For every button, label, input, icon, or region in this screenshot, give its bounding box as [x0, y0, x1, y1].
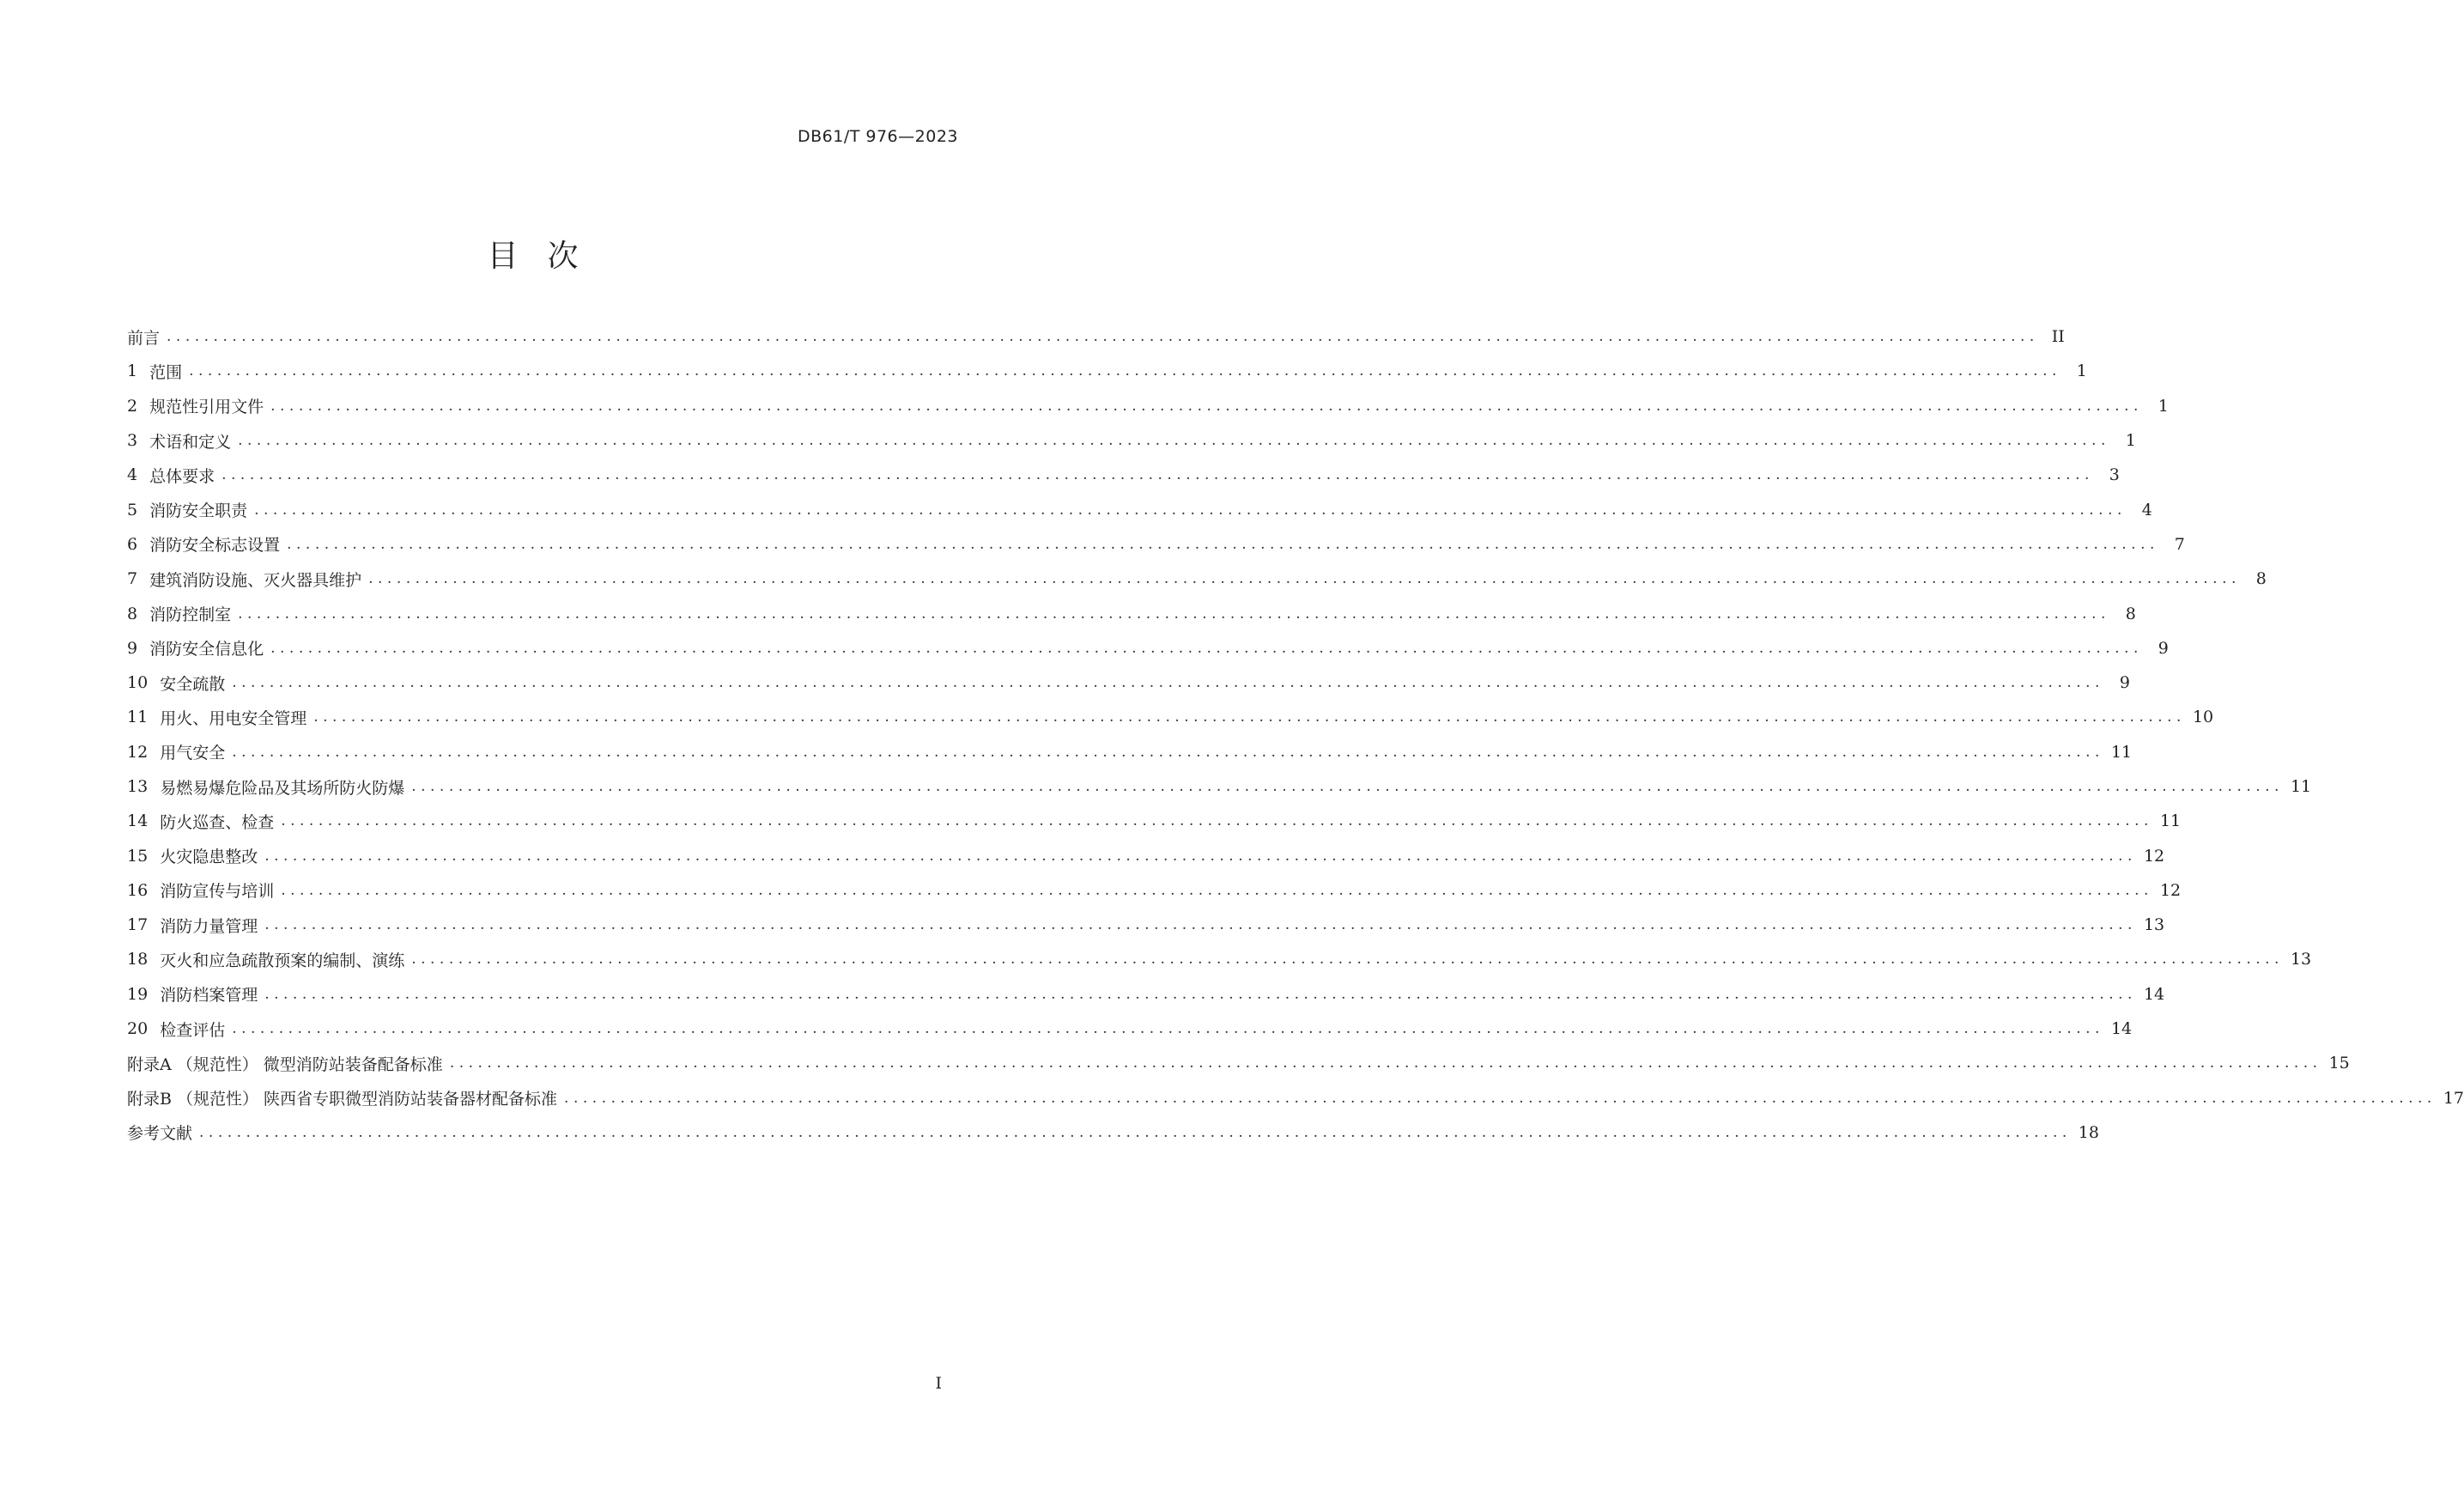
- toc-entry-number: 9: [127, 638, 138, 658]
- toc-entry-page: 14: [2110, 1019, 2133, 1039]
- toc-entry-label: 灭火和应急疏散预案的编制、演练: [160, 951, 405, 970]
- toc-entry-label: 安全疏散: [160, 674, 226, 694]
- toc-dot-leader: ........................................................................................................................................................................................................: [238, 605, 2110, 623]
- toc-entry[interactable]: [127, 838, 2165, 872]
- toc-entry[interactable]: [127, 562, 2267, 596]
- toc-entry[interactable]: [127, 700, 2214, 734]
- toc-entry[interactable]: [127, 735, 2133, 769]
- toc-entry-number: 20: [127, 1019, 149, 1039]
- document-code: DB61/T 976—2023: [797, 127, 958, 146]
- toc-entry-page: 13: [2290, 950, 2312, 969]
- toc-entry-label: 附录A （规范性） 微型消防站装备配备标准: [127, 1054, 443, 1074]
- toc-entry-label: 易燃易爆危险品及其场所防火防爆: [160, 778, 405, 798]
- toc-entry-page: 11: [2290, 777, 2312, 796]
- toc-entry-number: 5: [127, 500, 138, 520]
- toc-entry-page: 15: [2328, 1054, 2350, 1073]
- toc-dot-leader: ........................................................................................................................................................................................................: [222, 466, 2094, 484]
- toc-entry[interactable]: [127, 665, 2130, 700]
- toc-dot-leader: ........................................................................................................................................................................................................: [411, 778, 2284, 795]
- toc-entry-number: 4: [127, 465, 138, 485]
- page-title: 目次: [487, 239, 608, 274]
- toc-entry[interactable]: [127, 596, 2136, 630]
- toc-dot-leader: ........................................................................................................................................................................................................: [270, 397, 2143, 415]
- toc-entry[interactable]: [127, 804, 2182, 838]
- toc-entry-page: 11: [2110, 742, 2133, 762]
- toc-entry[interactable]: [127, 1081, 2464, 1115]
- toc-entry-label: 消防档案管理: [160, 986, 258, 1006]
- toc-entry-label: 消防安全职责: [149, 501, 248, 521]
- toc-dot-leader: ........................................................................................................................................................................................................: [564, 1089, 2437, 1107]
- toc-entry-number: 19: [127, 984, 149, 1004]
- toc-entry[interactable]: [127, 354, 2087, 388]
- toc-entry-page: 7: [2174, 534, 2185, 554]
- toc-entry-page: II: [2051, 327, 2065, 347]
- toc-entry[interactable]: [127, 873, 2182, 908]
- toc-dot-leader: ........................................................................................................................................................................................................: [287, 535, 2159, 553]
- toc-entry-number: 6: [127, 534, 138, 554]
- toc-entry-label: 消防安全信息化: [149, 640, 264, 659]
- toc-entry-label: 用火、用电安全管理: [160, 708, 307, 728]
- toc-dot-leader: ........................................................................................................................................................................................................: [238, 432, 2110, 450]
- toc-entry-page: 9: [2158, 638, 2169, 658]
- toc-entry-label: 用气安全: [160, 744, 226, 763]
- toc-entry-page: 4: [2141, 500, 2152, 520]
- toc-entry-page: 1: [2125, 431, 2136, 451]
- toc-entry[interactable]: [127, 908, 2165, 942]
- toc-entry[interactable]: [127, 1115, 2099, 1150]
- toc-entry-label: 附录B （规范性） 陕西省专职微型消防站装备器材配备标准: [127, 1090, 558, 1109]
- toc-entry[interactable]: [127, 631, 2169, 665]
- toc-dot-leader: ........................................................................................................................................................................................................: [411, 951, 2284, 969]
- toc-entry-label: 检查评估: [160, 1020, 226, 1040]
- toc-entry-page: 13: [2143, 915, 2165, 935]
- toc-entry-page: 8: [2255, 569, 2267, 589]
- toc-dot-leader: ........................................................................................................................................................................................................: [264, 916, 2137, 934]
- toc-entry-label: 火灾隐患整改: [160, 848, 258, 867]
- toc-entry-label: 消防控制室: [149, 605, 232, 625]
- toc-dot-leader: ........................................................................................................................................................................................................: [199, 1123, 2072, 1141]
- toc-entry-number: 15: [127, 846, 149, 866]
- toc-entry[interactable]: [127, 1012, 2133, 1046]
- toc-dot-leader: ........................................................................................................................................................................................................: [167, 328, 2039, 346]
- toc-dot-leader: ........................................................................................................................................................................................................: [264, 985, 2137, 1003]
- toc-dot-leader: ........................................................................................................................................................................................................: [281, 812, 2153, 830]
- toc-entry[interactable]: [127, 527, 2185, 562]
- toc-entry-number: 7: [127, 569, 138, 589]
- toc-dot-leader: ........................................................................................................................................................................................................: [264, 847, 2137, 865]
- toc-dot-leader: ........................................................................................................................................................................................................: [232, 743, 2104, 761]
- toc-dot-leader: ........................................................................................................................................................................................................: [449, 1054, 2322, 1073]
- toc-entry-page: 11: [2159, 811, 2182, 831]
- toc-entry-number: 11: [127, 708, 149, 727]
- toc-entry-page: 12: [2143, 846, 2165, 866]
- toc-entry-number: 16: [127, 880, 149, 900]
- toc-entry-number: 17: [127, 915, 149, 935]
- toc-entry[interactable]: [127, 977, 2165, 1012]
- toc-dot-leader: ........................................................................................................................................................................................................: [281, 881, 2153, 899]
- toc-entry-label: 规范性引用文件: [149, 398, 264, 417]
- toc-entry-number: 14: [127, 811, 149, 831]
- toc-entry[interactable]: [127, 423, 2136, 458]
- toc-dot-leader: ........................................................................................................................................................................................................: [189, 362, 2061, 380]
- toc-entry-label: 防火巡查、检查: [160, 812, 275, 832]
- toc-entry-label: 消防安全标志设置: [149, 536, 281, 556]
- toc-entry-page: 18: [2078, 1122, 2099, 1142]
- toc-dot-leader: ........................................................................................................................................................................................................: [313, 708, 2186, 726]
- toc-entry-label: 术语和定义: [149, 432, 232, 452]
- toc-entry-page: 3: [2109, 465, 2120, 485]
- toc-entry-page: 1: [2158, 396, 2169, 416]
- toc-entry[interactable]: [127, 492, 2152, 526]
- toc-entry-number: 3: [127, 431, 138, 451]
- toc-entry[interactable]: [127, 942, 2312, 976]
- toc-dot-leader: ........................................................................................................................................................................................................: [232, 1020, 2104, 1038]
- toc-dot-leader: ........................................................................................................................................................................................................: [368, 570, 2241, 588]
- toc-entry-label: 消防力量管理: [160, 916, 258, 936]
- toc-entry-label: 总体要求: [149, 466, 215, 486]
- toc-entry-page: 12: [2159, 880, 2182, 900]
- toc-entry-number: 8: [127, 604, 138, 623]
- toc-entry[interactable]: [127, 319, 2065, 354]
- toc-entry-page: 10: [2192, 708, 2214, 727]
- toc-entry-number: 10: [127, 673, 149, 693]
- toc-entry[interactable]: [127, 389, 2169, 423]
- toc-entry-page: 8: [2125, 604, 2136, 623]
- toc-entry-number: 2: [127, 396, 138, 416]
- toc-entry-label: 参考文献: [127, 1124, 193, 1144]
- toc-entry-number: 12: [127, 742, 149, 762]
- toc-entry[interactable]: [127, 1046, 2350, 1080]
- toc-entry-page: 9: [2119, 673, 2130, 693]
- toc-entry-label: 消防宣传与培训: [160, 882, 275, 902]
- toc-entry[interactable]: [127, 769, 2312, 804]
- toc-entry-page: 14: [2143, 984, 2165, 1004]
- page-number: I: [935, 1374, 942, 1393]
- toc-entry-number: 18: [127, 950, 149, 969]
- toc-dot-leader: ........................................................................................................................................................................................................: [254, 501, 2127, 519]
- toc-dot-leader: ........................................................................................................................................................................................................: [232, 674, 2104, 692]
- toc-dot-leader: ........................................................................................................................................................................................................: [270, 639, 2143, 657]
- toc-entry-label: 建筑消防设施、灭火器具维护: [149, 570, 362, 590]
- toc-entry-number: 13: [127, 777, 149, 796]
- toc-entry-number: 1: [127, 362, 138, 381]
- table-of-contents: [127, 319, 2464, 1150]
- toc-entry-page: 1: [2076, 362, 2087, 381]
- toc-entry-label: 范围: [149, 362, 183, 382]
- toc-entry[interactable]: [127, 458, 2120, 492]
- toc-entry-page: 17: [2443, 1088, 2464, 1108]
- toc-entry-label: 前言: [127, 328, 161, 348]
